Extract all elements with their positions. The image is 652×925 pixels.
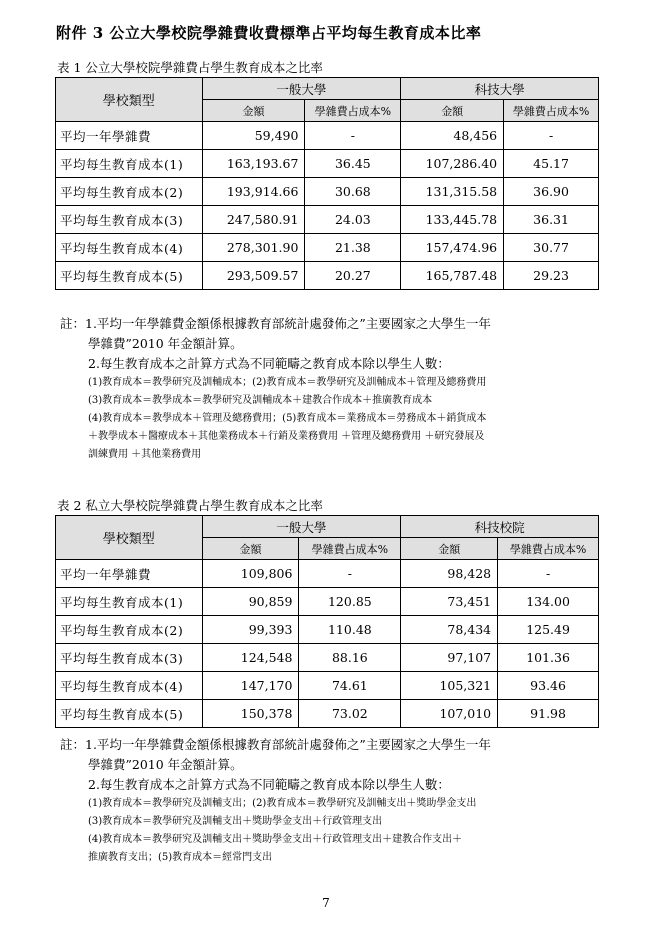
cell-percent-tech: 36.90 [504, 178, 599, 206]
note-2-line-4: ＋教學成本＋醫療成本＋其他業務成本＋行銷及業務費用 ＋管理及總務費用 ＋研究發展及 [88, 431, 485, 442]
table-row [56, 700, 599, 728]
table1-caption: 表 1 公立大學校院學雜費占學生教育成本之比率 [57, 60, 323, 75]
row-label: 平均每生教育成本(5) [56, 700, 203, 728]
note-2-line-3: (4)教育成本＝教學研究及訓輔支出＋獎助學金支出＋行政管理支出＋建教合作支出＋ [88, 834, 463, 845]
header-school-type: 學校類型 [56, 78, 203, 122]
row-label: 平均每生教育成本(3) [56, 644, 203, 672]
row-label: 平均每生教育成本(1) [56, 588, 203, 616]
note-1-cont: 學雜費”2010 年金額計算。 [88, 336, 243, 351]
note-1: 註：1.平均一年學雜費金額係根據教育部統計處發佈之”主要國家之大學生一年 [60, 316, 491, 331]
header-group-general: 一般大學 [202, 78, 401, 100]
table-row [56, 122, 599, 150]
cell-percent-general: 74.61 [299, 672, 401, 700]
table-row [56, 262, 599, 290]
page-title: 附件 3 公立大學校院學雜費收費標準占平均每生教育成本比率 [56, 24, 482, 42]
cell-amount-tech: 131,315.58 [401, 178, 504, 206]
cell-percent-tech: 101.36 [498, 644, 599, 672]
header-percent: 學雜費占成本% [305, 100, 401, 122]
cell-amount-general: 293,509.57 [202, 262, 305, 290]
page-number: 7 [322, 896, 330, 910]
header-school-type: 學校類型 [56, 516, 203, 560]
cell-amount-tech: 133,445.78 [401, 206, 504, 234]
note-2-line-4: 推廣教育支出；(5)教育成本＝經常門支出 [88, 852, 273, 863]
note-2-line-2: (3)教育成本＝教學成本＝教學研究及訓輔成本＋建教合作成本＋推廣教育成本 [88, 395, 433, 406]
cell-amount-tech: 48,456 [401, 122, 504, 150]
cell-percent-general: 20.27 [305, 262, 401, 290]
table-row [56, 178, 599, 206]
cell-amount-tech: 73,451 [401, 588, 498, 616]
cell-percent-tech: 36.31 [504, 206, 599, 234]
cell-amount-general: 163,193.67 [202, 150, 305, 178]
cell-percent-tech: 45.17 [504, 150, 599, 178]
cell-percent-general: 30.68 [305, 178, 401, 206]
row-label: 平均一年學雜費 [56, 560, 203, 588]
cell-amount-general: 124,548 [202, 644, 299, 672]
cell-percent-general: 21.38 [305, 234, 401, 262]
table-row [56, 672, 599, 700]
table-row [56, 588, 599, 616]
header-amount: 金額 [401, 100, 504, 122]
note-2-line-2: (3)教育成本＝教學研究及訓輔支出＋獎助學金支出＋行政管理支出 [88, 816, 383, 827]
note-1: 註：1.平均一年學雜費金額係根據教育部統計處發佈之”主要國家之大學生一年 [60, 737, 491, 752]
table2-notes [60, 735, 600, 867]
cell-percent-tech: 125.49 [498, 616, 599, 644]
table-row [56, 644, 599, 672]
row-label: 平均每生教育成本(4) [56, 234, 203, 262]
cell-amount-tech: 78,434 [401, 616, 498, 644]
header-percent: 學雜費占成本% [498, 538, 599, 560]
cell-amount-general: 59,490 [202, 122, 305, 150]
cell-percent-general: 73.02 [299, 700, 401, 728]
header-amount: 金額 [401, 538, 498, 560]
header-group-tech: 科技校院 [401, 516, 599, 538]
cell-percent-general: - [305, 122, 401, 150]
cell-amount-tech: 97,107 [401, 644, 498, 672]
cell-percent-general: 88.16 [299, 644, 401, 672]
table1-notes [60, 314, 600, 464]
header-amount: 金額 [202, 538, 299, 560]
row-label: 平均一年學雜費 [56, 122, 203, 150]
row-label: 平均每生教育成本(1) [56, 150, 203, 178]
header-percent: 學雜費占成本% [504, 100, 599, 122]
note-2-line-1: (1)教育成本＝教學研究及訓輔支出；(2)教育成本＝教學研究及訓輔支出＋獎助學金支出 [88, 798, 477, 809]
cell-amount-tech: 107,010 [401, 700, 498, 728]
cell-amount-general: 247,580.91 [202, 206, 305, 234]
header-group-general: 一般大學 [202, 516, 401, 538]
cell-amount-general: 109,806 [202, 560, 299, 588]
header-amount: 金額 [202, 100, 305, 122]
table-row [56, 616, 599, 644]
cell-amount-general: 278,301.90 [202, 234, 305, 262]
note-2-line-5: 訓練費用 ＋其他業務費用 [88, 449, 202, 460]
cell-amount-tech: 157,474.96 [401, 234, 504, 262]
cell-percent-general: 120.85 [299, 588, 401, 616]
cell-percent-tech: 29.23 [504, 262, 599, 290]
cell-percent-general: 24.03 [305, 206, 401, 234]
row-label: 平均每生教育成本(2) [56, 616, 203, 644]
cell-amount-tech: 98,428 [401, 560, 498, 588]
cell-percent-tech: - [498, 560, 599, 588]
table-row [56, 206, 599, 234]
cell-percent-general: - [299, 560, 401, 588]
table2-caption: 表 2 私立大學校院學雜費占學生教育成本之比率 [57, 498, 323, 513]
row-label: 平均每生教育成本(2) [56, 178, 203, 206]
note-2: 2.每生教育成本之計算方式為不同範疇之教育成本除以學生人數： [88, 356, 450, 371]
note-1-cont: 學雜費”2010 年金額計算。 [88, 757, 243, 772]
cell-amount-general: 90,859 [202, 588, 299, 616]
cell-percent-tech: 30.77 [504, 234, 599, 262]
table2 [55, 515, 599, 728]
row-label: 平均每生教育成本(3) [56, 206, 203, 234]
cell-percent-tech: 134.00 [498, 588, 599, 616]
note-2-line-3: (4)教育成本＝教學成本＋管理及總務費用；(5)教育成本＝業務成本＝勞務成本＋銷貨成本 [88, 413, 487, 424]
cell-amount-general: 99,393 [202, 616, 299, 644]
cell-amount-tech: 107,286.40 [401, 150, 504, 178]
table-row [56, 150, 599, 178]
cell-percent-general: 110.48 [299, 616, 401, 644]
cell-percent-tech: - [504, 122, 599, 150]
cell-amount-general: 193,914.66 [202, 178, 305, 206]
cell-percent-tech: 91.98 [498, 700, 599, 728]
note-2-line-1: (1)教育成本＝教學研究及訓輔成本；(2)教育成本＝教學研究及訓輔成本＋管理及總務費用 [88, 377, 487, 388]
row-label: 平均每生教育成本(4) [56, 672, 203, 700]
cell-amount-general: 147,170 [202, 672, 299, 700]
table-row [56, 234, 599, 262]
cell-amount-tech: 165,787.48 [401, 262, 504, 290]
header-group-tech: 科技大學 [401, 78, 599, 100]
note-2: 2.每生教育成本之計算方式為不同範疇之教育成本除以學生人數： [88, 777, 450, 792]
cell-amount-general: 150,378 [202, 700, 299, 728]
table1 [55, 77, 599, 290]
cell-percent-tech: 93.46 [498, 672, 599, 700]
cell-percent-general: 36.45 [305, 150, 401, 178]
cell-amount-tech: 105,321 [401, 672, 498, 700]
header-percent: 學雜費占成本% [299, 538, 401, 560]
row-label: 平均每生教育成本(5) [56, 262, 203, 290]
table-row [56, 560, 599, 588]
